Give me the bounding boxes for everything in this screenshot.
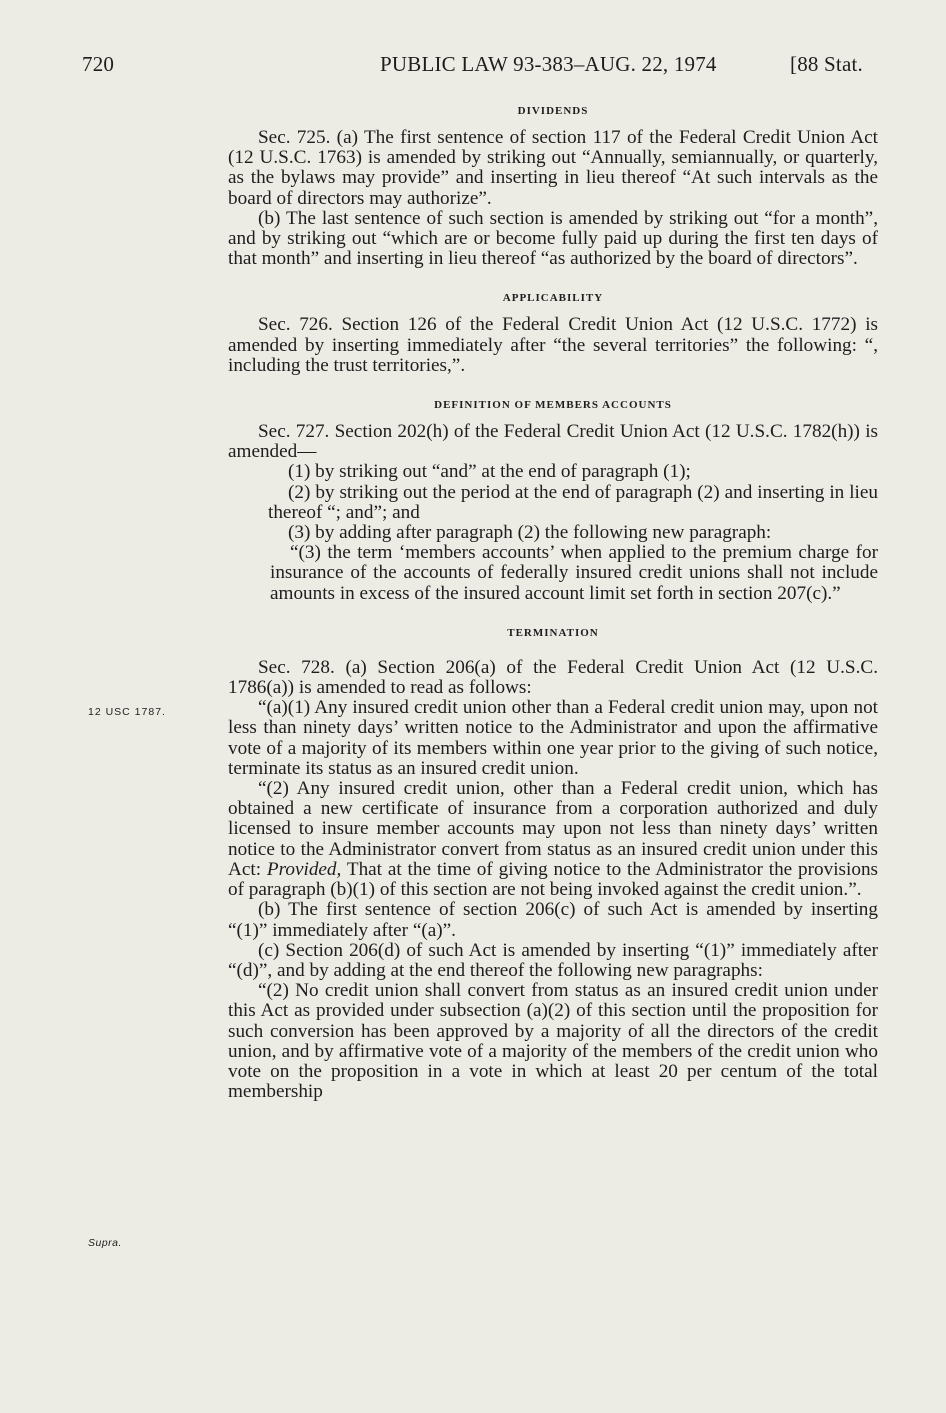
- paragraph-sec-725-a: Sec. 725. (a) The first sentence of section 117 of the Federal Credit Union Act (12 U.S.C. 1763) is amended by striking out “Annually, semiannually, or quarterly, as the bylaws may provide” and inserting in lieu thereof “At such intervals as the board of directors may authorize”.: [228, 127, 878, 209]
- document-body: [228, 104, 878, 1102]
- paragraph-206-a-2-proviso: That at the time of giving notice to the Administrator the provisions of paragraph (b)(1) of this section are not being invoked against the credit union.”.: [228, 858, 879, 901]
- paragraph-sec-728-b: (b) The first sentence of section 206(c) of such Act is amended by inserting “(1)” immediately after “(a)”.: [228, 899, 878, 941]
- list-item-727-3: (3) by adding after paragraph (2) the following new paragraph:: [288, 522, 772, 544]
- section-heading-dividends: DIVIDENDS: [517, 105, 589, 117]
- paragraph-206-a-2: [228, 779, 878, 900]
- section-heading-termination: TERMINATION: [507, 626, 599, 639]
- paragraph-206-a-1: “(a)(1) Any insured credit union other than a Federal credit union may, upon not less than ninety days’ written notice to the Administrator and upon the affirmative vote of a majority of its members within one year prior to the giving of such notice, terminate its status as an insured credit union.: [228, 697, 878, 779]
- paragraph-sec-728-a: Sec. 728. (a) Section 206(a) of the Federal Credit Union Act (12 U.S.C. 1786(a)) is amended to read as follows:: [228, 656, 878, 699]
- page-number: 720: [82, 52, 115, 76]
- provided-keyword: Provided,: [266, 858, 342, 880]
- section-heading-applicability: APPLICABILITY: [502, 292, 604, 305]
- margin-note-12-usc-1787: 12 USC 1787.: [88, 706, 166, 718]
- section-heading-members-accounts: DEFINITION OF MEMBERS ACCOUNTS: [434, 399, 672, 412]
- quoted-paragraph-727-3: “(3) the term ‘members accounts’ when applied to the premium charge for insurance of the accounts of federally insured credit unions shall not include amounts in excess of the insured account limit set forth in section 207(c).”: [270, 542, 878, 604]
- paragraph-206-a-2-text: “(2) Any insured credit union, other than a Federal credit union, which has obtained a new certificate of insurance from a corporation authorized and duly licensed to insure member accounts may upon not less than ninety days’ written notice to the Administrator convert from status as an insured credit union under this Act:: [228, 778, 878, 880]
- list-item-727-1: (1) by striking out “and” at the end of paragraph (1);: [288, 461, 691, 483]
- paragraph-sec-725-b: (b) The last sentence of such section is amended by striking out “for a month”, and by striking out “which are or become fully paid up during the first ten days of that month” and inserting in lieu thereof “as authorized by the board of directors”.: [228, 207, 878, 270]
- paragraph-206-d-2: “(2) No credit union shall convert from status as an insured credit union under this Act as provided under subsection (a)(2) of this section until the proposition for such conversion has been approved by a majority of all the directors of the credit union, and by affirmative vote of a majority of the members of the credit union who vote on the proposition in a vote in which at least 20 per centum of the total membership: [228, 980, 878, 1103]
- paragraph-sec-727: Sec. 727. Section 202(h) of the Federal Credit Union Act (12 U.S.C. 1782(h)) is amended—: [228, 421, 878, 463]
- paragraph-sec-726: Sec. 726. Section 126 of the Federal Credit Union Act (12 U.S.C. 1772) is amended by inserting immediately after “the several territories” the following: “, including the trust territories,”.: [228, 314, 878, 376]
- statute-reference: [88 Stat.: [790, 52, 863, 76]
- margin-note-supra: Supra.: [88, 1237, 122, 1249]
- paragraph-sec-728-c: (c) Section 206(d) of such Act is amended by inserting “(1)” immediately after “(d)”, and by adding at the end thereof the following new paragraphs:: [228, 939, 878, 981]
- running-title: PUBLIC LAW 93-383–AUG. 22, 1974: [380, 52, 717, 76]
- list-item-727-2: (2) by striking out the period at the end of paragraph (2) and inserting in lieu thereof “; and”; and: [268, 481, 878, 523]
